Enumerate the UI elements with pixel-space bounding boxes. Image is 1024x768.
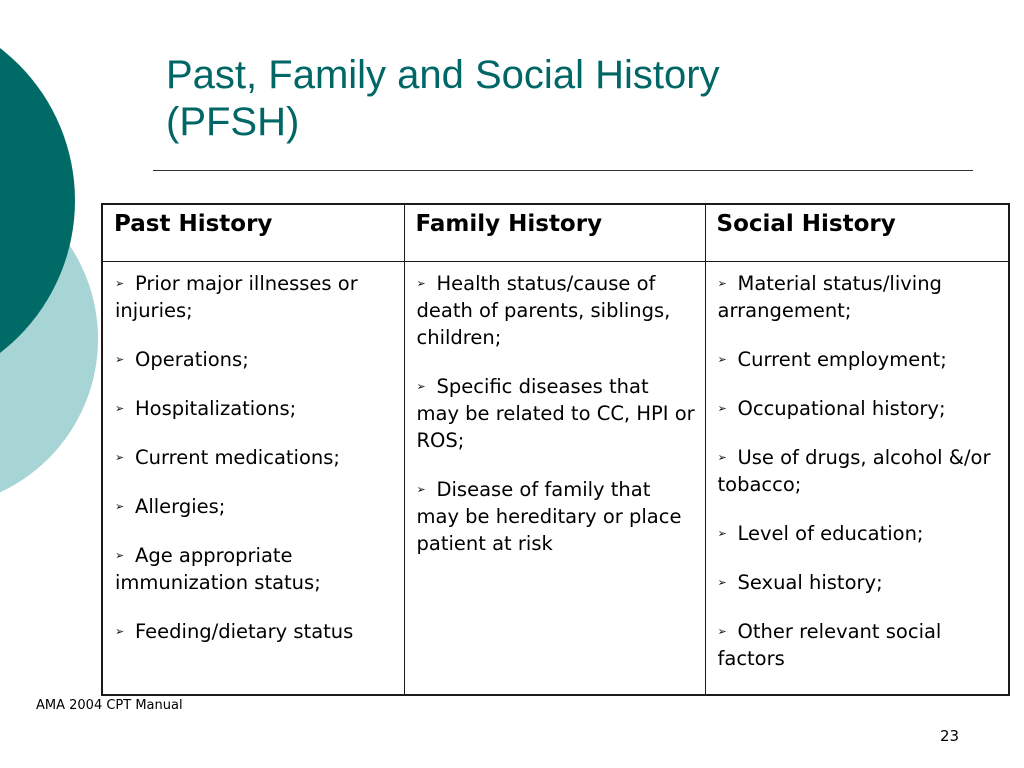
slide-title-line-2: (PFSH) — [166, 100, 300, 144]
arrow-bullet-icon: ➢ — [717, 402, 727, 415]
arrow-bullet-icon: ➢ — [717, 353, 727, 366]
list-item — [718, 270, 1001, 324]
arrow-bullet-icon: ➢ — [115, 353, 125, 366]
social-history-list — [718, 270, 1001, 672]
list-item — [718, 395, 1001, 422]
list-item-text: Feeding/dietary status — [135, 620, 354, 643]
past-history-cell — [102, 262, 404, 696]
arrow-bullet-icon: ➢ — [115, 402, 125, 415]
arrow-bullet-icon: ➢ — [115, 625, 125, 638]
list-item-text: Health status/cause of death of parents, siblings, children; — [416, 272, 671, 349]
list-item — [115, 395, 396, 422]
list-item-text: Allergies; — [135, 495, 226, 518]
social-history-cell — [705, 262, 1009, 696]
page-number: 23 — [940, 727, 960, 745]
list-item-text: Disease of family that may be hereditary or place patient at risk — [416, 478, 682, 555]
list-item-text: Occupational history; — [737, 397, 946, 420]
list-item — [718, 569, 1001, 596]
header-social-history: Social History — [705, 204, 1009, 262]
list-item — [417, 270, 697, 351]
list-item-text: Current employment; — [737, 348, 947, 371]
arrow-bullet-icon: ➢ — [115, 549, 125, 562]
list-item — [115, 618, 396, 645]
list-item-text: Level of education; — [737, 522, 924, 545]
header-past-history: Past History — [102, 204, 404, 262]
source-citation: AMA 2004 CPT Manual — [36, 698, 183, 713]
list-item — [718, 444, 1001, 498]
list-item-text: Current medications; — [135, 446, 340, 469]
arrow-bullet-icon: ➢ — [717, 277, 727, 290]
pfsh-table — [101, 203, 1010, 696]
arrow-bullet-icon: ➢ — [416, 380, 426, 393]
arrow-bullet-icon: ➢ — [115, 500, 125, 513]
table-body-row — [102, 262, 1009, 696]
family-history-list — [417, 270, 697, 557]
arrow-bullet-icon: ➢ — [717, 451, 727, 464]
list-item-text: Sexual history; — [737, 571, 883, 594]
slide-title — [166, 52, 986, 146]
list-item — [115, 542, 396, 596]
arrow-bullet-icon: ➢ — [717, 527, 727, 540]
arrow-bullet-icon: ➢ — [717, 576, 727, 589]
list-item-text: Operations; — [135, 348, 249, 371]
list-item-text: Use of drugs, alcohol &/or tobacco; — [717, 446, 991, 496]
list-item-text: Prior major illnesses or injuries; — [115, 272, 358, 322]
list-item-text: Age appropriate immunization status; — [115, 544, 321, 594]
list-item — [718, 520, 1001, 547]
title-divider — [153, 170, 973, 171]
list-item — [417, 373, 697, 454]
list-item — [115, 270, 396, 324]
list-item — [115, 346, 396, 373]
arrow-bullet-icon: ➢ — [416, 277, 426, 290]
table-header-row — [102, 204, 1009, 262]
list-item-text: Material status/living arrangement; — [717, 272, 942, 322]
list-item-text: Specific diseases that may be related to CC, HPI or ROS; — [416, 375, 695, 452]
list-item — [718, 346, 1001, 373]
list-item — [417, 476, 697, 557]
arrow-bullet-icon: ➢ — [115, 451, 125, 464]
slide-title-line-1: Past, Family and Social History — [166, 53, 720, 97]
list-item-text: Other relevant social factors — [717, 620, 942, 670]
list-item — [718, 618, 1001, 672]
arrow-bullet-icon: ➢ — [416, 483, 426, 496]
list-item-text: Hospitalizations; — [135, 397, 297, 420]
list-item — [115, 493, 396, 520]
header-family-history: Family History — [404, 204, 705, 262]
family-history-cell — [404, 262, 705, 696]
arrow-bullet-icon: ➢ — [115, 277, 125, 290]
list-item — [115, 444, 396, 471]
arrow-bullet-icon: ➢ — [717, 625, 727, 638]
past-history-list — [115, 270, 396, 645]
